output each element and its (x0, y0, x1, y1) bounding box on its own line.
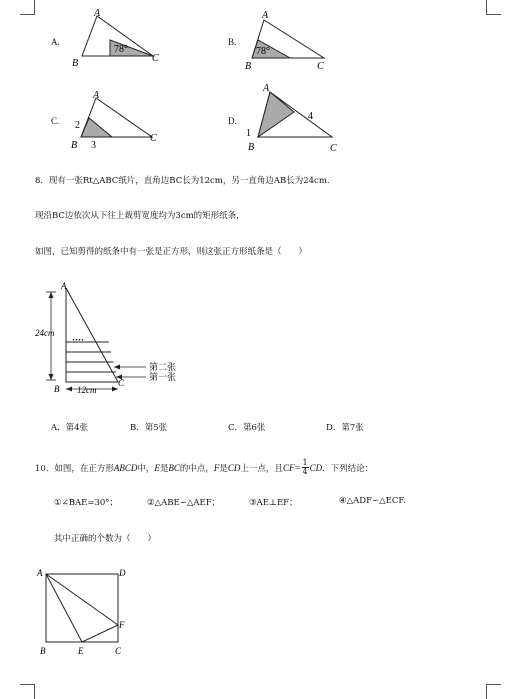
length-label-ab: 24cm (35, 328, 55, 338)
q8-figure (30, 280, 190, 396)
corner-mark-top-right (486, 0, 501, 15)
option-letter: A. (51, 37, 60, 47)
strip-label-first: 第一张 (149, 372, 177, 382)
q10-mid2: 是 (159, 463, 169, 474)
q8-stem-line1: 8．现有一张Rt△ABC纸片，直角边BC长为12cm，另一直角边AB长为24cm. (35, 176, 330, 186)
q10-square-figure (30, 562, 140, 662)
vertex-label: C (150, 133, 157, 144)
vertex-label: B (245, 61, 252, 72)
vertex-label: A (61, 281, 67, 291)
fraction-denominator: 4 (302, 467, 308, 476)
vertex-label: B (40, 646, 46, 656)
q10-stem-start: 10．如图，在正方形 (35, 463, 114, 474)
fraction-one-quarter (302, 459, 309, 476)
triangle-figure-b (240, 6, 340, 72)
option-letter: D. (228, 116, 237, 126)
vertex-label: C (317, 61, 324, 72)
side-label: 1 (246, 128, 251, 139)
vertex-label: B (54, 384, 60, 394)
vertex-label: A (94, 8, 101, 19)
ellipsis-dots: ···· (72, 335, 85, 345)
triangle-figure-a (70, 6, 170, 68)
strip-label-second: 第二张 (149, 362, 177, 372)
q10-stem-end: ．下列结论： (322, 463, 374, 474)
q10-mid1: 中， (137, 463, 155, 474)
triangle-figure-c (66, 86, 166, 152)
angle-label: 78° (256, 46, 270, 57)
q10-conclusion-1: ①∠BAE=30°； (54, 498, 119, 508)
q10-mid5: 上一点，且 (240, 463, 283, 474)
vertex-label: A (37, 568, 43, 578)
option-letter: C. (51, 116, 60, 126)
q10-cd: CD (227, 462, 241, 473)
q8-option-a: A．第4张 (51, 423, 89, 433)
q10-mid4: 是 (219, 463, 228, 474)
q10-cd2: CD (309, 462, 323, 473)
vertex-label: C (115, 646, 122, 656)
q8-option-b: B．第5张 (130, 423, 168, 433)
vertex-label: E (78, 646, 84, 656)
q10-mid3: 的中点， (179, 463, 214, 474)
q10-prompt: 其中正确的个数为（ ） (54, 534, 157, 544)
vertex-label: B (72, 58, 79, 68)
side-label: 2 (75, 120, 80, 131)
q10-bc: BC (168, 462, 180, 473)
q10-f: F (213, 462, 220, 473)
corner-mark-bottom-left (20, 684, 35, 699)
q10-conclusion-2: ②△ABE∽△AEF； (147, 498, 221, 508)
vertex-label: A (262, 10, 269, 21)
q8-option-d: D．第7张 (326, 423, 364, 433)
vertex-label: A (263, 83, 270, 94)
q10-conclusion-3: ③AE⊥EF； (249, 498, 298, 508)
corner-mark-top-left (20, 0, 35, 15)
vertex-label: C (118, 378, 125, 388)
option-letter: B. (228, 37, 237, 47)
q10-conclusion-4: ④△ADF∽△ECF. (339, 496, 406, 506)
length-label-bc: 12cm (77, 385, 97, 395)
q10-abcd: ABCD (113, 462, 138, 473)
side-label: 3 (91, 140, 96, 151)
vertex-label: B (248, 142, 255, 153)
q10-cf: CF= (282, 462, 301, 473)
side-label: 4 (308, 111, 313, 122)
vertex-label: A (93, 90, 100, 101)
q8-stem-line2: 现沿BC边依次从下往上裁剪宽度均为3cm的矩形纸条， (35, 211, 245, 221)
vertex-label: C (330, 143, 337, 154)
q8-stem-line3: 如图，已知剪得的纸条中有一张是正方形，则这张正方形纸条是（ ） (35, 247, 308, 257)
angle-label: 78° (114, 44, 128, 55)
q10-e: E (154, 462, 160, 473)
vertex-label: B (71, 140, 78, 151)
vertex-label: D (119, 568, 126, 578)
q10-stem (35, 459, 373, 476)
corner-mark-bottom-right (486, 684, 501, 699)
vertex-label: F (119, 620, 125, 630)
vertex-label: C (152, 53, 159, 64)
fraction-numerator: 1 (302, 458, 308, 467)
q8-option-c: C．第6张 (228, 423, 266, 433)
triangle-figure-d (242, 80, 346, 154)
